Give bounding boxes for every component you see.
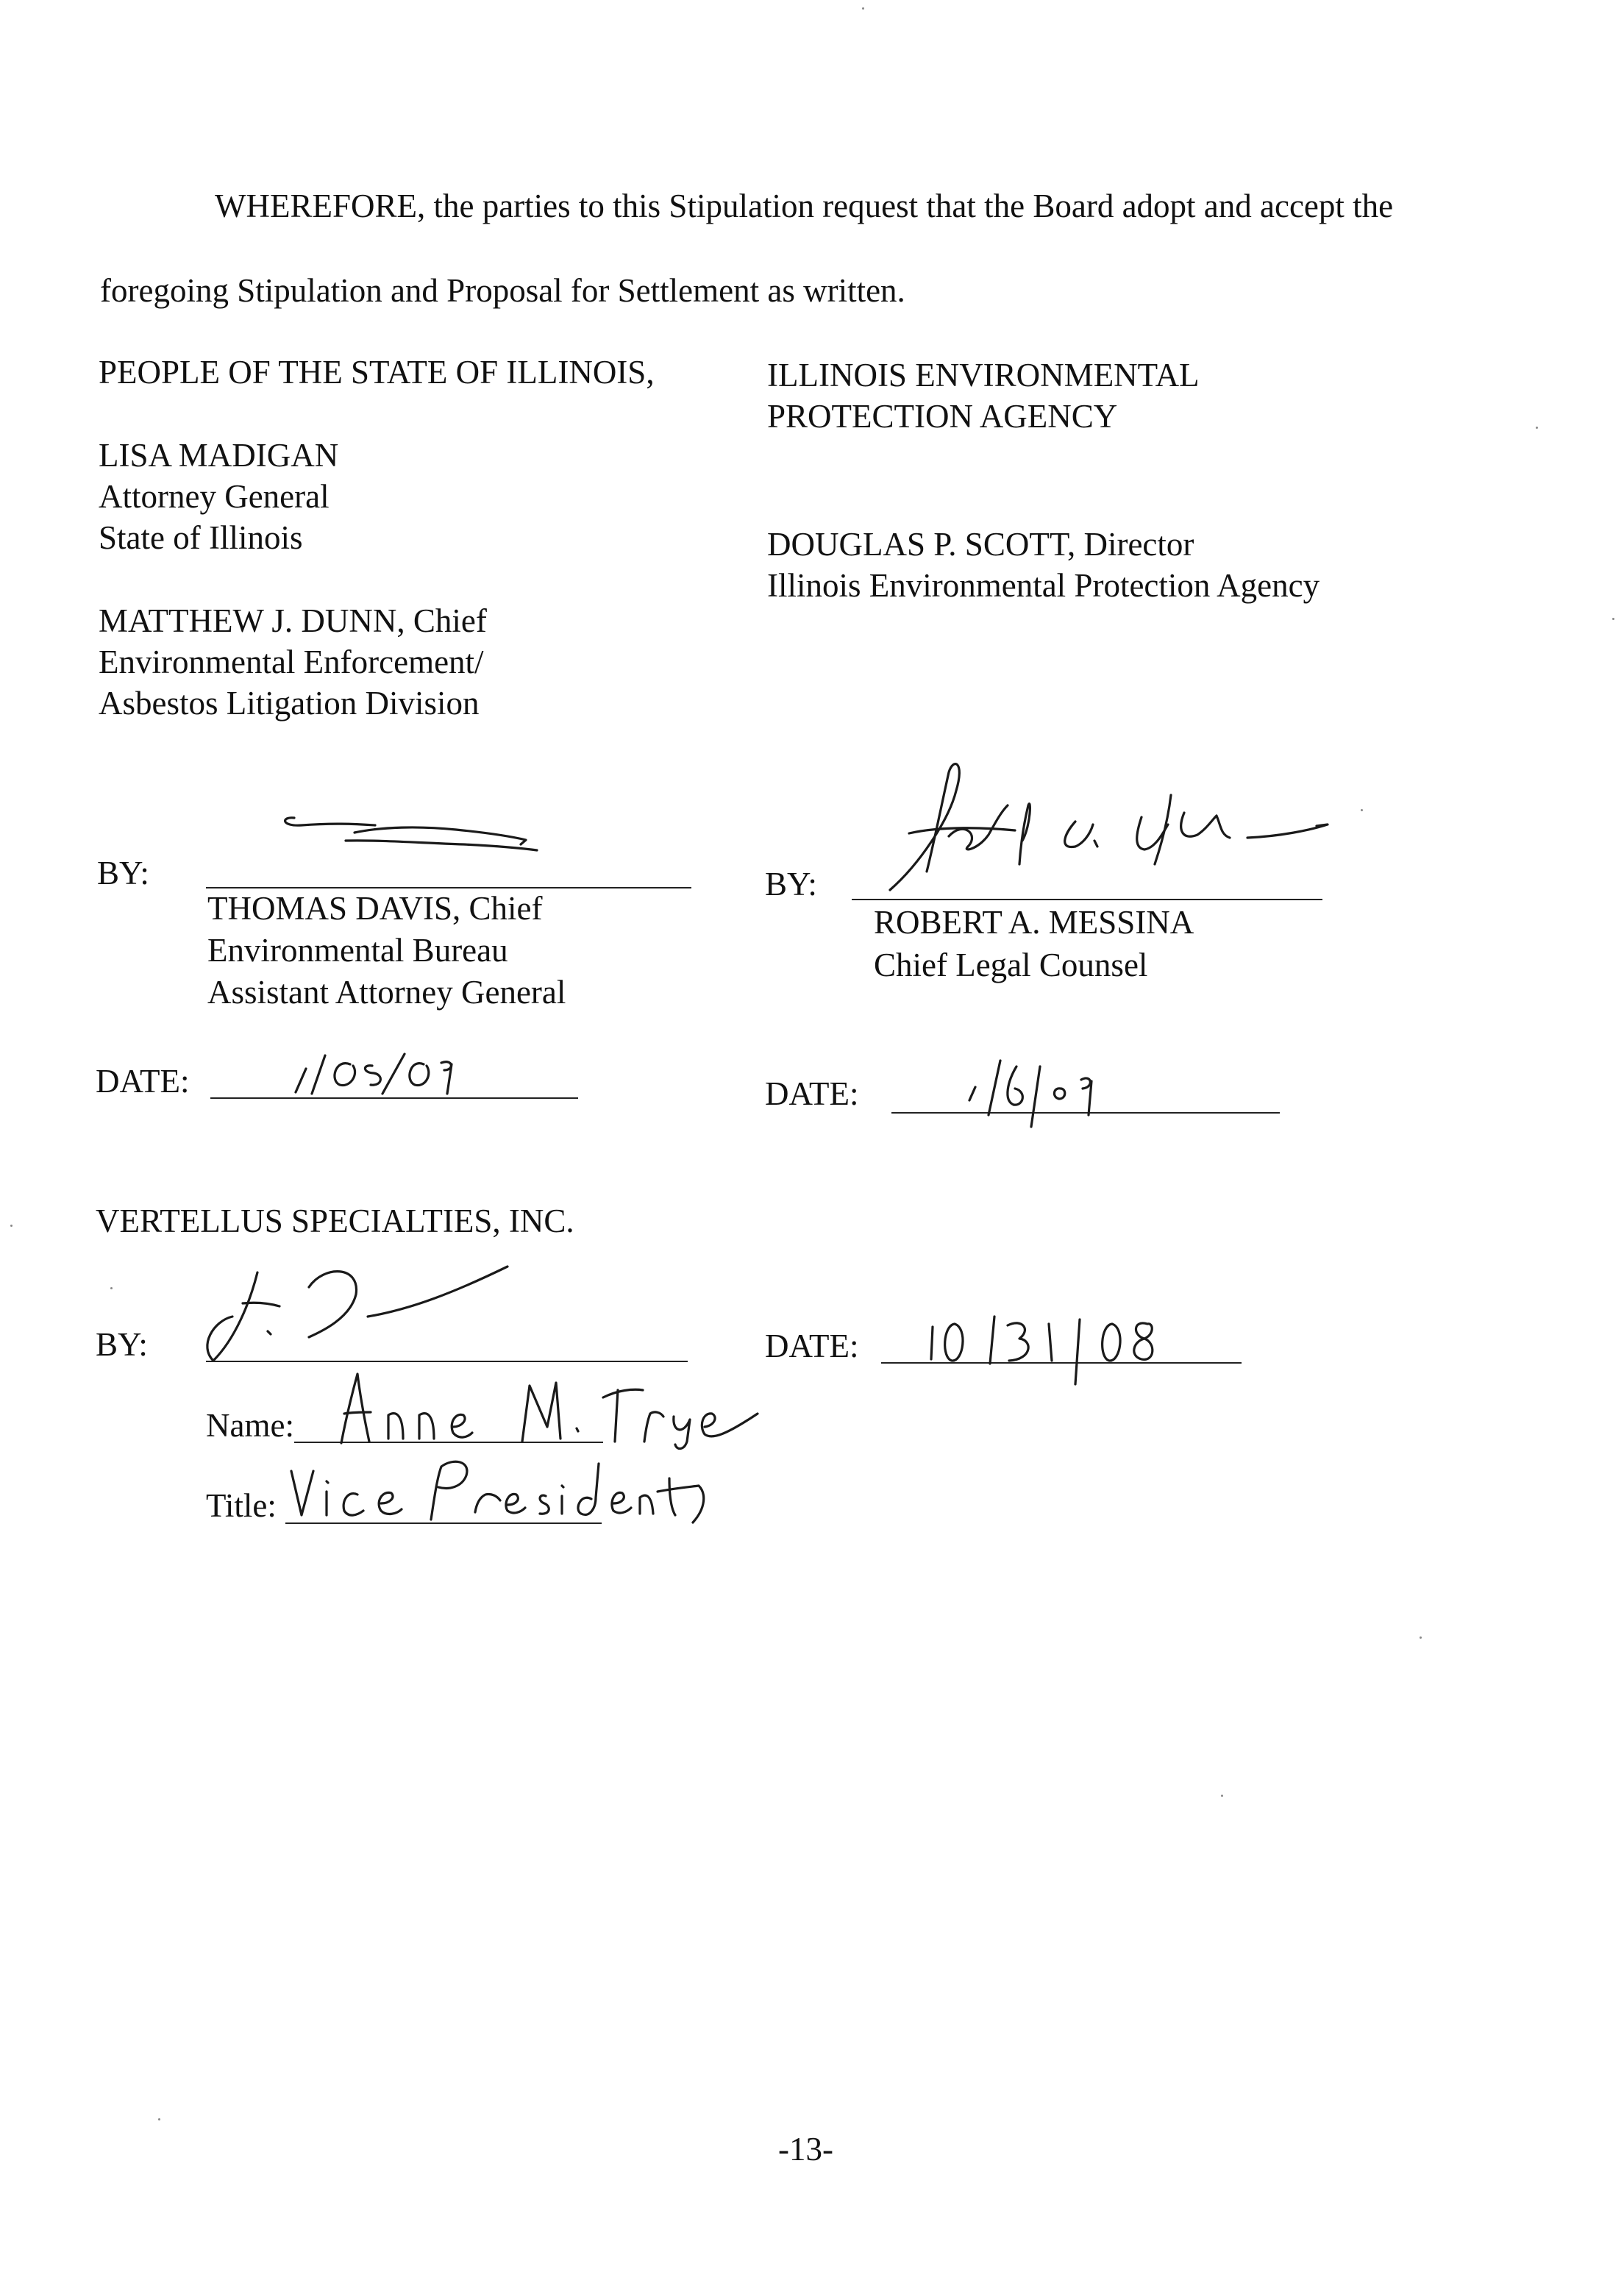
signature-robert-messina (838, 754, 1309, 894)
company-title-line (285, 1522, 602, 1524)
scan-speck (1420, 1636, 1422, 1639)
left-chief-name: MATTHEW J. DUNN, Chief (99, 602, 487, 639)
left-by-label: BY: (97, 855, 149, 891)
left-official-title: Attorney General (99, 478, 330, 515)
left-date-handwritten (287, 1048, 456, 1100)
left-signature-line (206, 887, 691, 888)
company-name-label: Name: (206, 1407, 294, 1444)
company-title-value (0, 0, 4, 1)
right-director-org: Illinois Environmental Protection Agency (767, 567, 1320, 604)
left-chief-dept-1: Environmental Enforcement/ (99, 644, 484, 680)
company-signature-line (206, 1361, 688, 1362)
scan-speck (1221, 1795, 1223, 1797)
company-name-handwritten (309, 1368, 868, 1449)
left-date-label: DATE: (96, 1063, 190, 1100)
scan-speck (1612, 618, 1614, 620)
page-number: -13- (778, 2131, 833, 2168)
company-name: VERTELLUS SPECIALTIES, INC. (96, 1203, 574, 1239)
company-title-label: Title: (206, 1487, 277, 1524)
company-title-handwritten (287, 1442, 772, 1522)
right-party-name-1: ILLINOIS ENVIRONMENTAL (767, 357, 1200, 393)
right-party-name-2: PROTECTION AGENCY (767, 398, 1118, 435)
scan-speck (158, 2118, 160, 2120)
signature-anne-frye (199, 1250, 537, 1383)
scan-speck (1536, 427, 1538, 429)
left-official-org: State of Illinois (99, 519, 303, 556)
company-date-label: DATE: (765, 1328, 859, 1364)
right-signer-title: Chief Legal Counsel (874, 947, 1148, 983)
scan-speck (1361, 809, 1363, 811)
left-signer-name: THOMAS DAVIS, Chief (207, 890, 543, 927)
left-party-name: PEOPLE OF THE STATE OF ILLINOIS, (99, 354, 655, 391)
right-signer-name: ROBERT A. MESSINA (874, 904, 1194, 941)
right-by-label: BY: (765, 866, 817, 902)
scan-speck (862, 7, 864, 10)
signature-thomas-davis (272, 802, 552, 861)
intro-line-1: WHEREFORE, the parties to this Stipulation request that the Board adopt and accept the (215, 188, 1394, 224)
company-by-label: BY: (96, 1326, 148, 1363)
right-date-label: DATE: (765, 1075, 859, 1112)
company-date-handwritten (912, 1302, 1192, 1390)
right-date-handwritten (956, 1044, 1103, 1133)
left-official-name: LISA MADIGAN (99, 437, 339, 474)
scan-speck (10, 1225, 13, 1227)
intro-line-2: foregoing Stipulation and Proposal for Settlement as written. (100, 272, 905, 309)
left-chief-dept-2: Asbestos Litigation Division (99, 685, 480, 722)
right-signature-line (852, 899, 1322, 900)
scan-speck (110, 1287, 113, 1289)
left-signer-title: Assistant Attorney General (207, 974, 566, 1011)
left-signer-dept: Environmental Bureau (207, 932, 508, 969)
right-director-name: DOUGLAS P. SCOTT, Director (767, 526, 1194, 563)
